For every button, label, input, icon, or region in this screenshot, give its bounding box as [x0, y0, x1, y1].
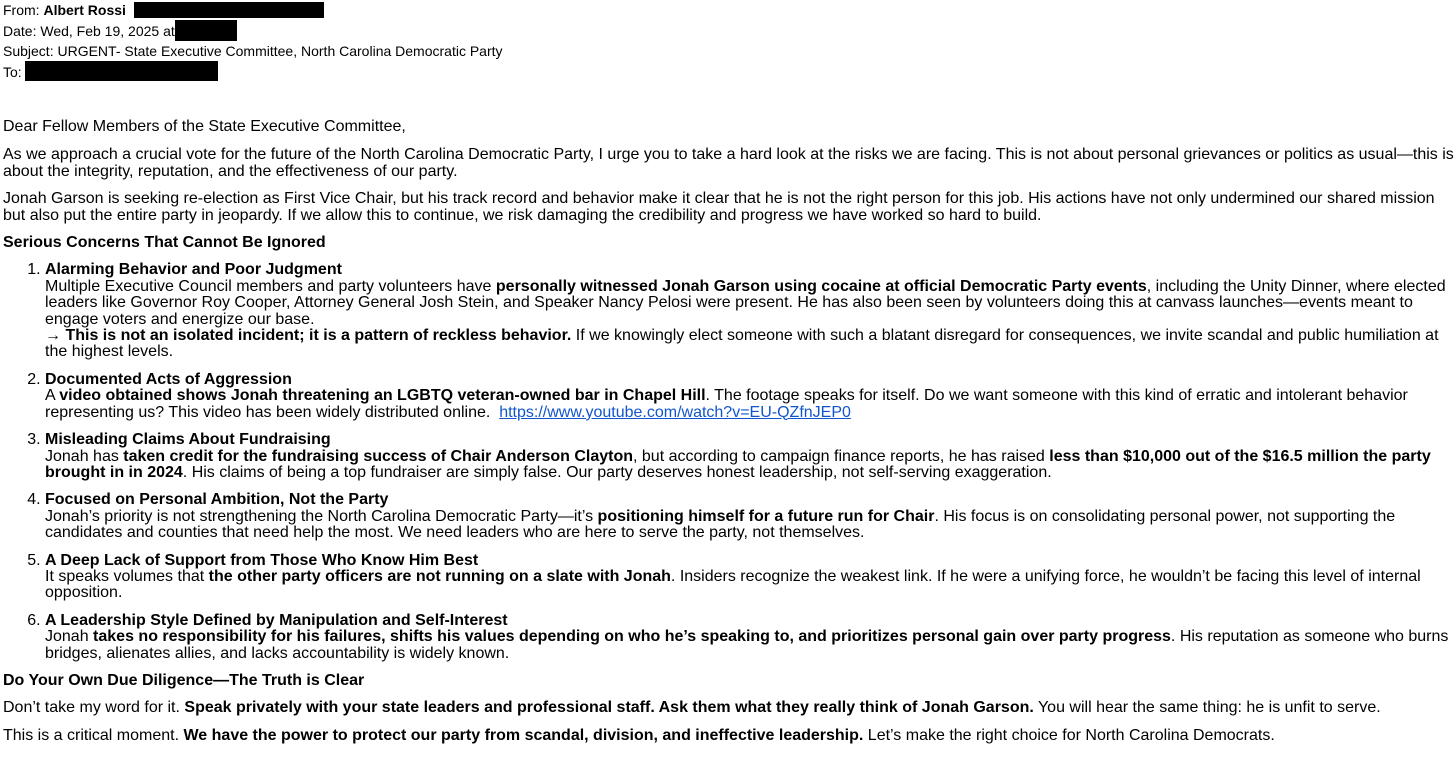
item-text: , including the Unity Dinner, where elected leaders like Governor Roy Cooper, Attorney General Josh Stein, and Speaker Nancy Pelosi were present. He has also been seen by volunteers doing this at canvass launches—events meant to engage voters and energize our base. [45, 277, 1446, 328]
to-line [3, 62, 1454, 83]
item-text: A [45, 387, 60, 405]
item-text: . Insiders recognize the weakest link. If he were a unifying force, he wouldn’t be facing this level of internal opposition. [45, 567, 1421, 602]
item-bold-text: → This is not an isolated incident; it is a pattern of reckless behavior. [45, 327, 572, 345]
list-item [45, 553, 1454, 602]
item-title: 5. A Deep Lack of Support from Those Who Know Him Best [45, 551, 479, 569]
subject-label: Subject: [3, 43, 54, 59]
subject-line [3, 41, 1454, 62]
section-heading-concerns: Serious Concerns That Cannot Be Ignored [3, 234, 326, 252]
item-text: . His focus is on consolidating personal power, not supporting the candidates and counties that need help the most. We need leaders who are here to serve the party, not themselves. [45, 507, 1396, 542]
final-text: This is a critical moment. [3, 726, 184, 744]
section-heading-due-diligence: Do Your Own Due Diligence—The Truth is Clear [3, 671, 365, 689]
item-text: Jonah’s priority is not strengthening the North Carolina Democratic Party—it’s [45, 507, 598, 525]
final-paragraph [3, 728, 1454, 744]
item-title: 2. Documented Acts of Aggression [45, 370, 292, 388]
from-line [3, 0, 1454, 21]
item-bold-text: taken credit for the fundraising success of Chair Anderson Clayton [123, 447, 634, 465]
item-text: , but according to campaign finance reports, he has raised [633, 447, 1050, 465]
sender-name: Albert Rossi [43, 2, 126, 18]
item-title: 3. Misleading Claims About Fundraising [45, 431, 331, 449]
item-text: It speaks volumes that [45, 567, 209, 585]
final-bold-text: We have the power to protect our party from scandal, division, and ineffective leadership. [183, 726, 864, 744]
intro-paragraph: As we approach a crucial vote for the future of the North Carolina Democratic Party, I urge you to take a hard look at the risks we are facing. This is not about personal grievances or politics as usual—this is about the integrity, reputation, and the effectiveness of our party. [3, 146, 1454, 180]
closing-text: Don’t take my word for it. [3, 699, 185, 717]
item-title: 6. A Leadership Style Defined by Manipulation and Self-Interest [45, 611, 508, 629]
item-text: Jonah [45, 628, 94, 646]
salutation: Dear Fellow Members of the State Executive Committee, [3, 118, 406, 135]
candidate-paragraph: Jonah Garson is seeking re-election as First Vice Chair, but his track record and behavior make it clear that he is not the right person for this job. His actions have not only undermined our shared mission but also put the entire party in jeopardy. If we allow this to continue, we risk damaging the credibility and progress we have worked so hard to build. [3, 190, 1435, 224]
item-text: . The footage speaks for itself. Do we want someone with this kind of erratic and intolerant behavior representing us? This video has been widely distributed online. [45, 387, 1413, 421]
item-bold-text: takes no responsibility for his failures, shifts his values depending on who he’s speaking to, and prioritizes personal gain over party progress [93, 628, 1171, 646]
email-header [3, 0, 1454, 82]
item-text: If we knowingly elect someone with such a blatant disregard for consequences, we invite scandal and public humiliation at the highest levels. [45, 327, 1439, 361]
item-bold-text: personally witnessed Jonah Garson using cocaine at official Democratic Party events [495, 277, 1147, 295]
date-value: Wed, Feb 19, 2025 at [40, 22, 175, 39]
item-text: . His reputation as someone who burns bridges, alienates allies, and lacks accountability is widely known. [45, 628, 1449, 662]
concerns-list [3, 262, 1454, 662]
email-body [3, 119, 1454, 744]
list-item [45, 492, 1454, 541]
from-label: From: [3, 2, 40, 18]
item-text: Multiple Executive Council members and party volunteers have [45, 277, 496, 295]
redacted-time [175, 20, 237, 41]
redacted-sender-email [134, 2, 324, 18]
date-label: Date: [3, 22, 37, 39]
list-item [45, 613, 1454, 662]
item-title: 4. Focused on Personal Ambition, Not the Party [45, 491, 389, 509]
item-bold-text: video obtained shows Jonah threatening an LGBTQ veteran-owned bar in Chapel Hill [59, 387, 706, 405]
list-item [45, 432, 1454, 481]
final-text: Let’s make the right choice for North Carolina Democrats. [863, 726, 1275, 744]
item-text: . His claims of being a top fundraiser are simply false. Our party deserves honest leadership, not self-serving exaggeration. [182, 463, 1052, 481]
closing-text: You will hear the same thing: he is unfit to serve. [1033, 699, 1381, 717]
subject-value: URGENT- State Executive Committee, North Carolina Democratic Party [57, 43, 503, 59]
item-bold-text: less than $10,000 out of the $16.5 million the party brought in in 2024 [45, 447, 1431, 481]
redacted-recipients [25, 61, 218, 81]
item-text: Jonah has [45, 447, 124, 465]
list-item [45, 372, 1454, 421]
video-link[interactable]: https://www.youtube.com/watch?v=EU-QZfnJEP0 [499, 403, 851, 421]
closing-paragraph [3, 700, 1454, 716]
item-title: 1. Alarming Behavior and Poor Judgment [45, 261, 342, 279]
item-bold-text: the other party officers are not running on a slate with Jonah [208, 567, 671, 585]
closing-bold-text: Speak privately with your state leaders and professional staff. Ask them what they really think of Jonah Garson. [184, 699, 1034, 717]
to-label: To: [3, 63, 22, 80]
date-line [3, 21, 1454, 42]
item-bold-text: positioning himself for a future run for Chair [597, 507, 935, 525]
list-item [45, 262, 1454, 360]
